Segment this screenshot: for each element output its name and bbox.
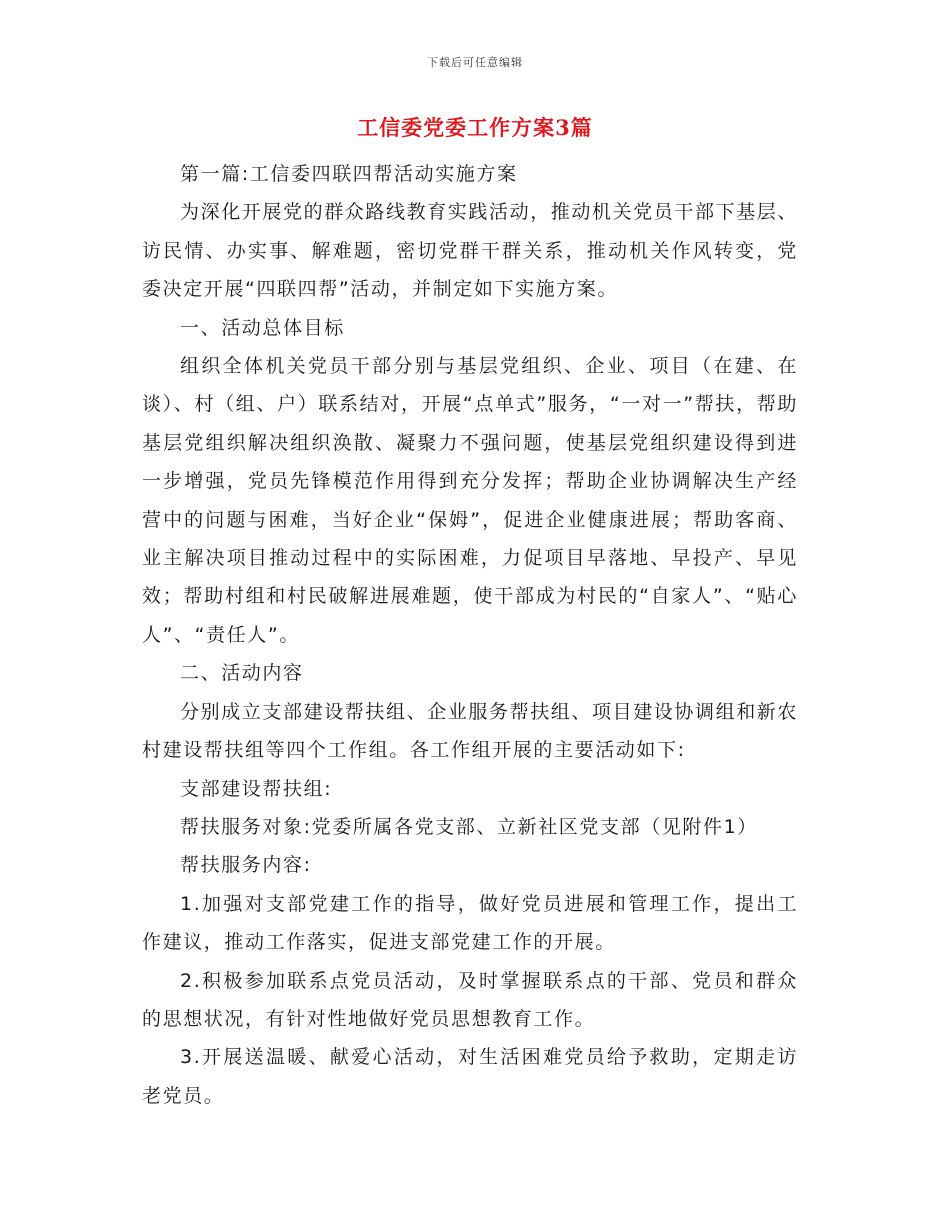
body-paragraph: 分别成立支部建设帮扶组、企业服务帮扶组、项目建设协调组和新农村建设帮扶组等四个工作组。各工作组开展的主要活动如下:	[142, 700, 799, 762]
subsection-heading: 帮扶服务内容:	[180, 854, 312, 877]
body-paragraph: 帮扶服务对象:党委所属各党支部、立新社区党支部（见附件1）	[180, 815, 758, 838]
header-note: 下载后可任意编辑	[427, 56, 523, 69]
section-heading: 二、活动内容	[180, 662, 304, 685]
body-paragraph: 为深化开展党的群众路线教育实践活动，推动机关党员干部下基层、访民情、办实事、解难题，密切党群干群关系，推动机关作风转变，党委决定开展“四联四帮”活动，并制定如下实施方案。	[142, 201, 799, 301]
subsection-heading: 支部建设帮扶组:	[180, 777, 333, 800]
section-heading: 第一篇:工信委四联四帮活动实施方案	[180, 163, 518, 185]
list-item: 3.开展送温暖、献爱心活动，对生活困难党员给予救助，定期走访老党员。	[142, 1046, 798, 1107]
body-paragraph: 组织全体机关党员干部分别与基层党组织、企业、项目（在建、在谈）、村（组、户）联系结对，开展“点单式”服务，“一对一”帮扶，帮助基层党组织解决组织涣散、凝聚力不强问题，使基层党组织建设得到进一步增强，党员先锋模范作用得到充分发挥；帮助企业协调解决生产经营中的问题与困难，当好企业“保姆”，促进企业健康进展；帮助客商、业主解决项目推动过程中的实际困难，力促项目早落地、早投产、早见效；帮助村组和村民破解进展难题，使干部成为村民的“自家人”、“贴心人”、“责任人”。	[142, 355, 798, 646]
document-title: 工信委党委工作方案3篇	[357, 115, 593, 140]
section-heading: 一、活动总体目标	[180, 316, 345, 339]
list-item: 1.加强对支部党建工作的指导，做好党员进展和管理工作，提出工作建议，推动工作落实，促进支部党建工作的开展。	[142, 892, 798, 954]
list-item: 2.积极参加联系点党员活动，及时掌握联系点的干部、党员和群众的思想状况，有针对性地做好党员思想教育工作。	[142, 969, 798, 1030]
document-body	[142, 155, 798, 1115]
